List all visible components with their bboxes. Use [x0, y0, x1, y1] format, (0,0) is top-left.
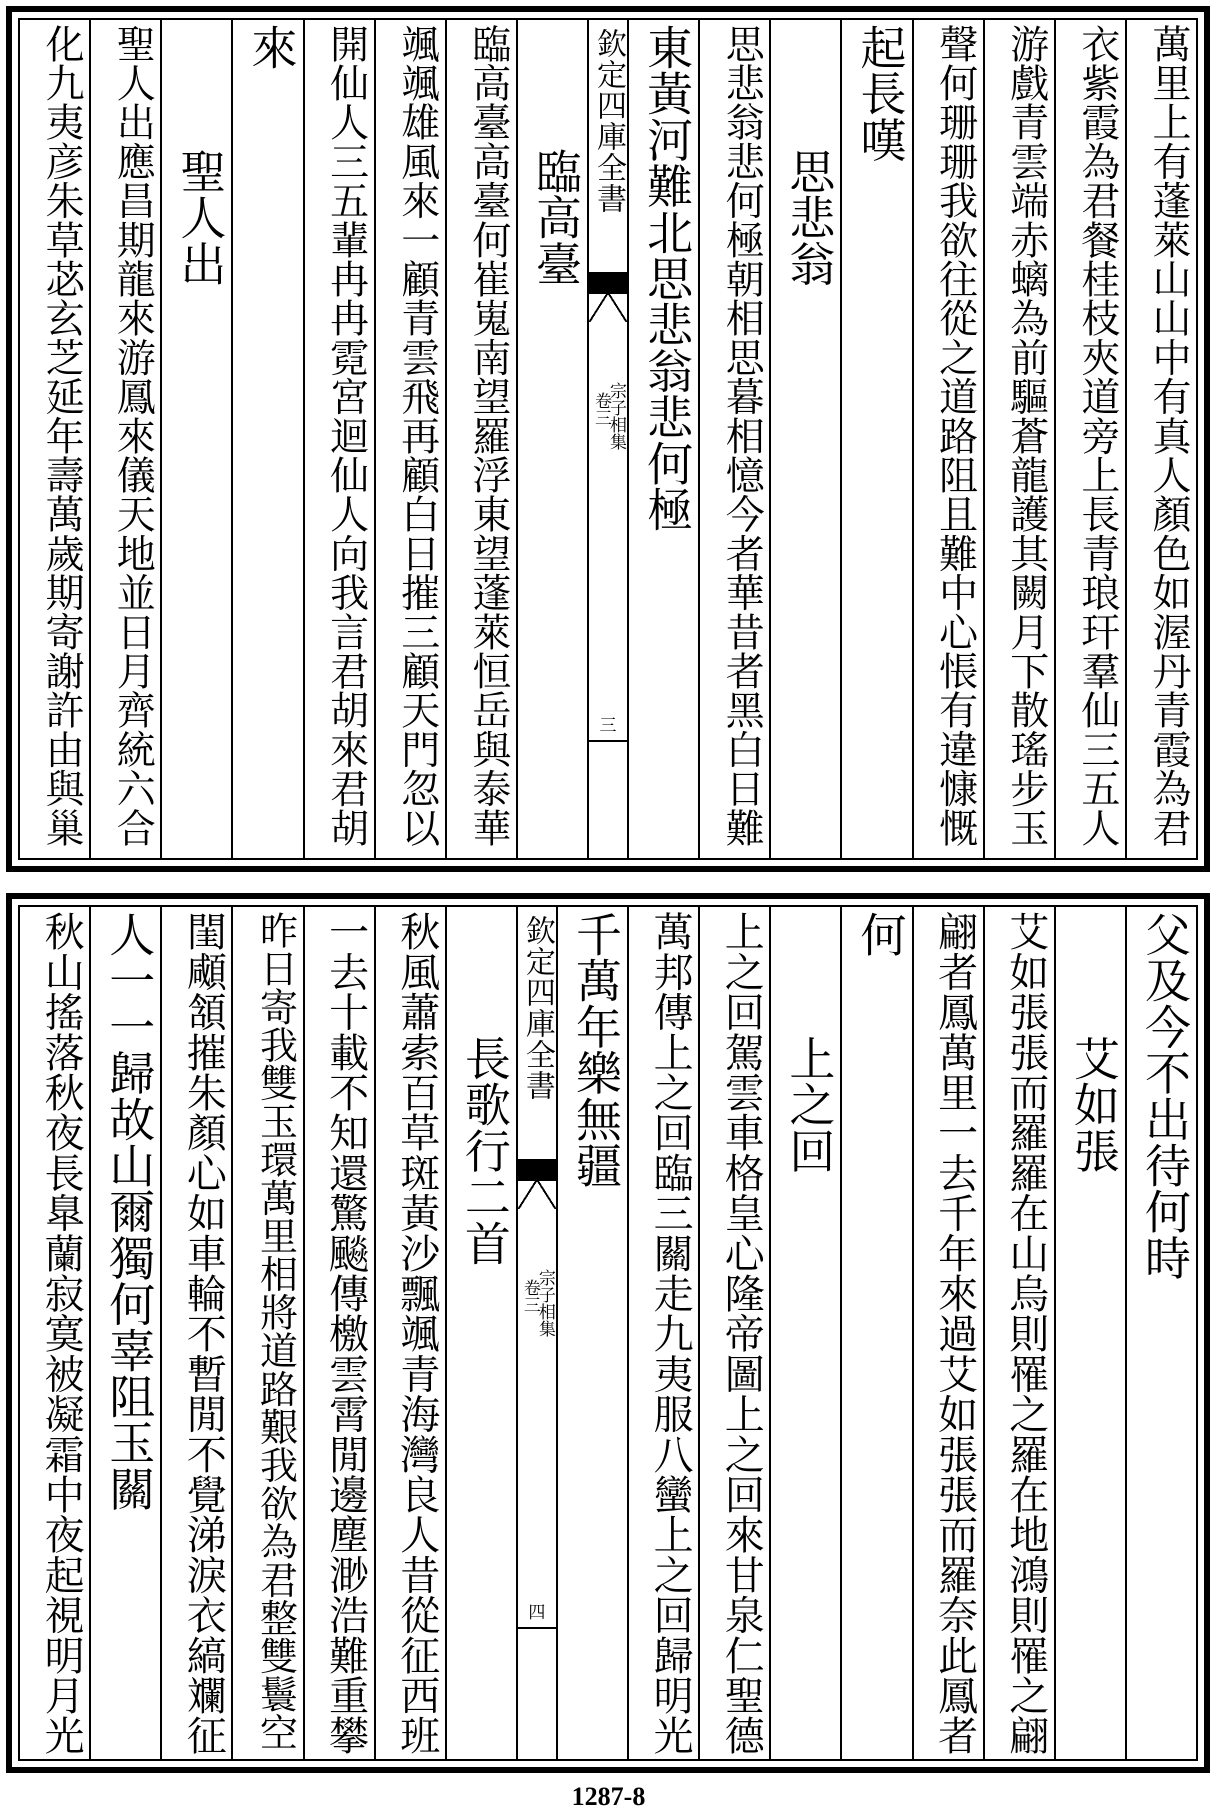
column-text: 何: [853, 911, 908, 958]
poem-title-column: [769, 907, 840, 1759]
text-column: [20, 907, 89, 1759]
text-column: [840, 907, 911, 1759]
text-column: [912, 907, 983, 1759]
poem-title: 聖人出: [173, 148, 228, 287]
text-column: [698, 20, 769, 858]
library-title: 欽定四庫全書: [519, 915, 555, 1101]
book-title: 宗子相集: [606, 382, 626, 450]
volume-label: 卷三: [519, 1279, 540, 1313]
poem-title-column: [445, 907, 516, 1759]
text-column: [556, 907, 627, 1759]
poem-title: 思悲翁: [782, 148, 837, 287]
text-column: [231, 907, 302, 1759]
column-text: 艾如張張而羅羅在山烏則罹之羅在地鴻則罹之翩: [1002, 911, 1049, 1756]
text-column: [303, 20, 374, 858]
column-text: 游戲青雲端赤螭為前驅蒼龍護其闕月下散瑤步玉: [1003, 24, 1049, 848]
poem-title: 艾如張: [1066, 1035, 1121, 1174]
text-column: [20, 20, 89, 858]
text-column: [160, 907, 231, 1759]
bottom-page-frame: [18, 905, 1198, 1761]
page-code: 1287-8: [571, 1782, 646, 1811]
page-number: 三: [599, 716, 617, 736]
column-text: 衣紫霞為君餐桂枝夾道旁上長青琅玕羣仙三五人: [1074, 24, 1120, 848]
column-text: 翩者鳳萬里一去千年來過艾如張張而羅奈此鳳者: [931, 911, 978, 1756]
column-text: 聖人出應昌期龍來游鳳來儀天地並日月齊統六合: [110, 24, 156, 848]
page-number-rule: [518, 1627, 556, 1629]
column-text: 昨日寄我雙玉環萬里相將道路艱我欲為君整雙鬟空: [253, 911, 298, 1752]
bottom-page-columns: [20, 907, 1196, 1759]
volume-label: 卷三: [591, 392, 611, 426]
poem-title-column: [1054, 907, 1125, 1759]
column-text: 颯颯雄風來一顧青雲飛再顧白日摧三顧天門忽以: [394, 24, 440, 848]
column-text: 一去十載不知還驚飈傳檄雲霄閒邊塵渺浩難重攀: [322, 911, 369, 1756]
top-page: [6, 6, 1210, 872]
text-column: [1125, 20, 1196, 858]
poem-title: 上之回: [782, 1035, 837, 1174]
text-column: [374, 20, 445, 858]
poem-title: 臨高臺: [529, 148, 583, 287]
column-text: 化九夷彦朱草苾玄芝延年壽萬歲期寄謝許由與巢: [39, 24, 85, 848]
column-text: 千萬年樂無疆: [569, 911, 623, 1189]
text-column: [445, 20, 516, 858]
text-column: [627, 907, 698, 1759]
poem-title: 長歌行二首: [457, 1035, 512, 1266]
top-page-columns: [20, 20, 1196, 858]
text-column: [1125, 907, 1196, 1759]
poem-title-column: [160, 20, 231, 858]
poem-title-column: [769, 20, 840, 858]
center-margin: [516, 907, 556, 1759]
page-number-rule: [589, 740, 627, 742]
text-column: [840, 20, 911, 858]
top-page-frame: [18, 18, 1198, 860]
text-column: [303, 907, 374, 1759]
text-column: [627, 20, 698, 858]
text-column: [374, 907, 445, 1759]
column-text: 上之回駕雲車格皇心隆帝圖上之回來甘泉仁聖德: [718, 911, 765, 1756]
library-title: 欽定四庫全書: [591, 28, 626, 214]
column-text: 父及今不出待何時: [1138, 911, 1192, 1281]
column-text: 東黃河難北思悲翁悲何極: [640, 24, 695, 533]
poem-title-column: [516, 20, 587, 858]
text-column: [1054, 20, 1125, 858]
column-text: 萬里上有蓬萊山山中有真人顏色如渥丹青霞為君: [1146, 24, 1191, 848]
text-column: [983, 20, 1054, 858]
column-text: 起長嘆: [853, 24, 908, 163]
column-text: 萬邦傳上之回臨三關走九夷服八蠻上之回歸明光: [647, 911, 694, 1756]
page-number: 四: [528, 1603, 546, 1623]
text-column: [698, 907, 769, 1759]
column-text: 思悲翁悲何極朝相思暮相憶今者華昔者黑白日難: [719, 24, 765, 848]
column-text: 閨顑頷摧朱顏心如車輪不暫閒不覺涕淚衣縞斕征: [180, 911, 227, 1756]
column-text: 開仙人三五輩冉冉霓宮迴仙人向我言君胡來君胡: [323, 24, 369, 848]
text-column: [89, 907, 160, 1759]
column-text: 臨高臺高臺何崔嵬南望羅浮東望蓬萊恒岳與泰華: [465, 24, 511, 848]
text-column: [89, 20, 160, 858]
column-text: 秋山搖落秋夜長臯蘭寂寞被凝霜中夜起視明月光: [38, 911, 85, 1756]
column-text: 來: [244, 24, 299, 71]
column-text: 秋風蕭索百草斑黃沙飄颯青海灣良人昔從征西班: [393, 911, 440, 1756]
text-column: [231, 20, 302, 858]
book-title: 宗子相集: [534, 1269, 555, 1337]
column-text: 聲何珊珊我欲往從之道路阻且難中心悵有違慷慨: [932, 24, 978, 848]
column-text: 人一一歸故山爾獨何辜阻玉關: [102, 911, 157, 1512]
bottom-page: [6, 893, 1210, 1773]
text-column: [983, 907, 1054, 1759]
fish-tail-mark: [518, 1159, 556, 1209]
text-column: [912, 20, 983, 858]
fish-tail-mark: [589, 272, 627, 322]
center-margin: [587, 20, 627, 858]
